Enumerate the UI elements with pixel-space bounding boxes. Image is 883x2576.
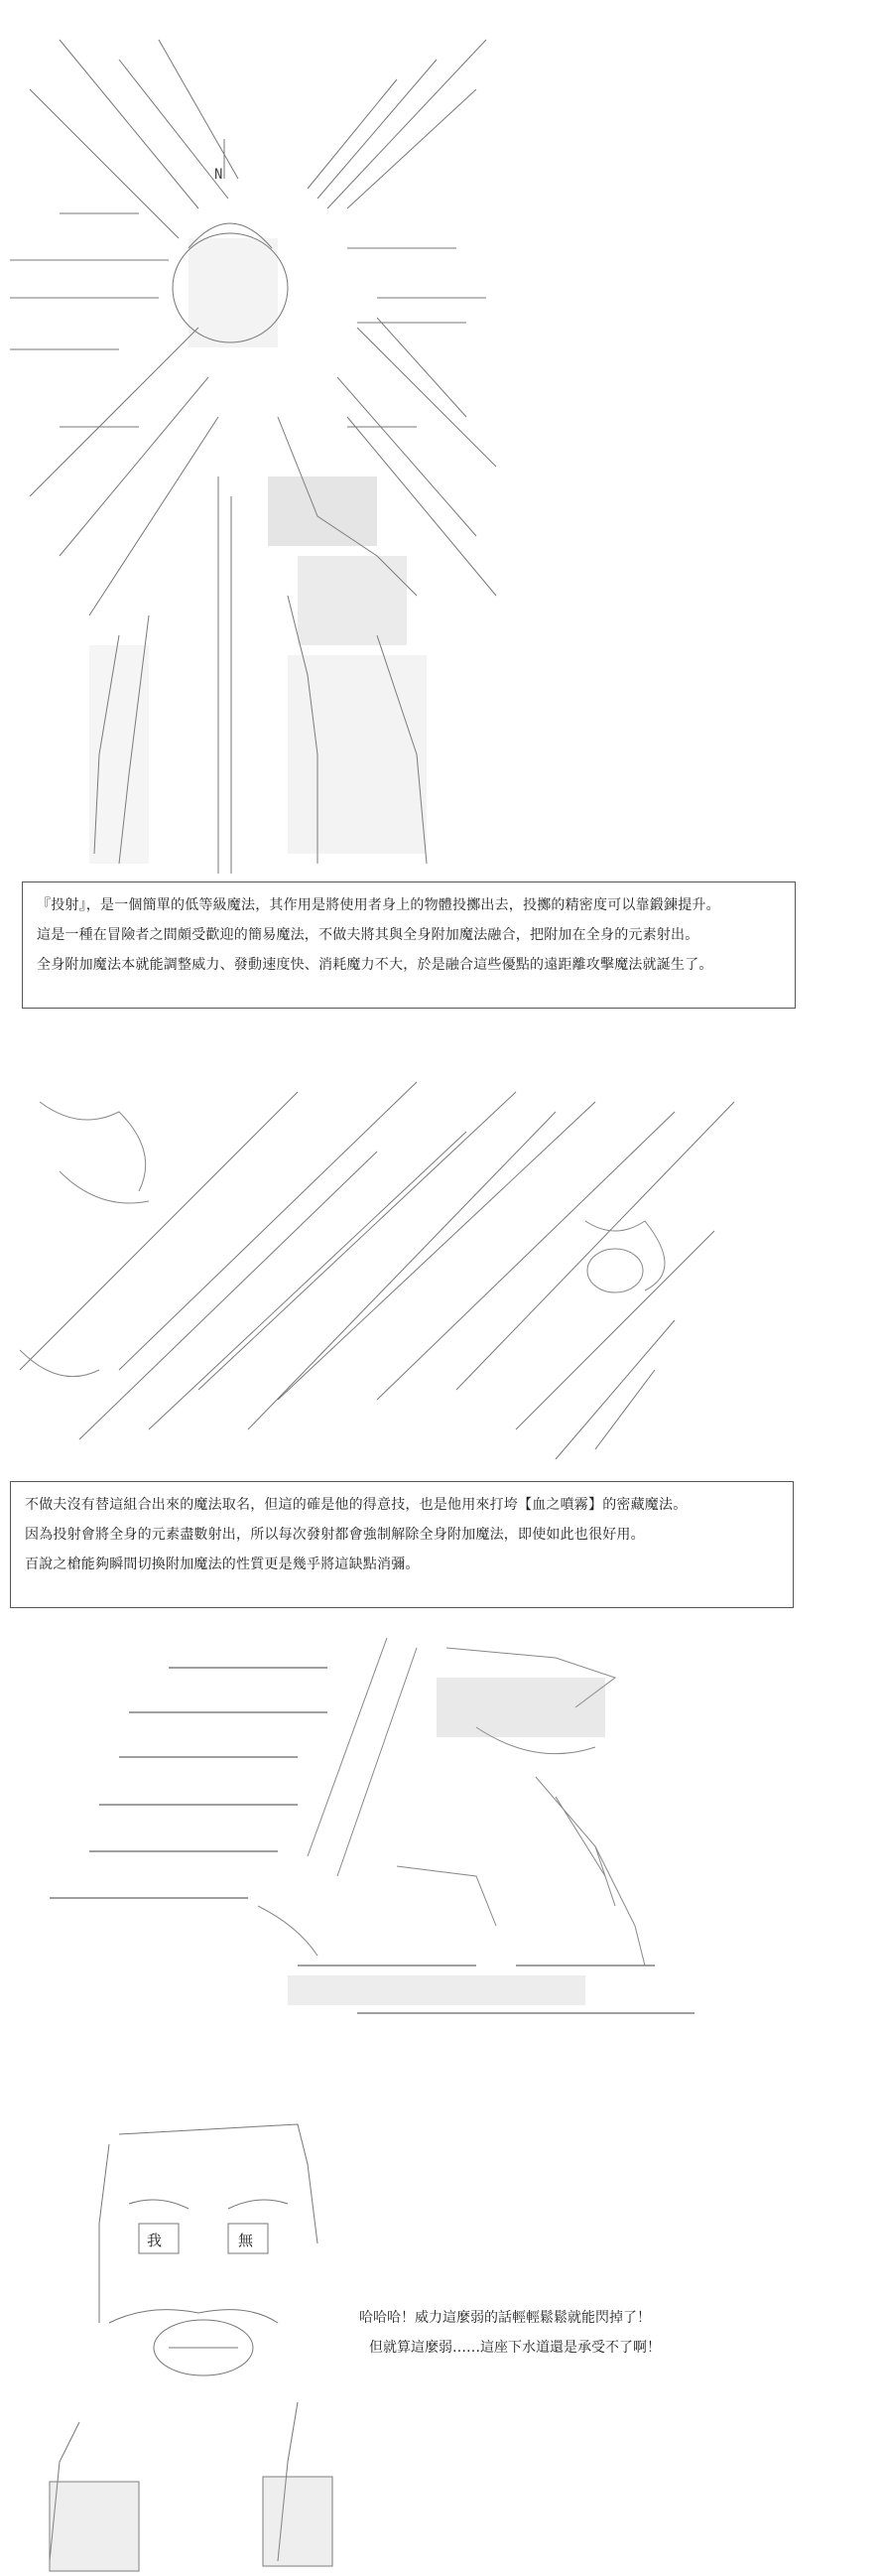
caption-line: 這是一種在冒險者之間頗受歡迎的簡易魔法，不做夫將其與全身附加魔法融合，把附加在全身的元素射出。 xyxy=(37,927,699,943)
projectile-streaks-art xyxy=(0,1072,883,1469)
speech-line: 但就算這麼弱……這座下水道還是承受不了啊！ xyxy=(369,2340,661,2356)
caption-line: 百說之槍能夠瞬間切換附加魔法的性質更是幾乎將這缺點消彌。 xyxy=(25,1557,420,1572)
caption-line: 不做夫沒有替這組合出來的魔法取名，但這的確是他的得意技，也是他用來打垮【血之噴霧】的密藏魔法。 xyxy=(25,1497,688,1513)
caption-box-1 xyxy=(22,881,796,1009)
n-marker: N xyxy=(214,167,223,183)
panel-projectile-rain xyxy=(0,1072,883,1608)
caption-line: 『投射』，是一個簡單的低等級魔法，其作用是將使用者身上的物體投擲出去，投擲的精密度可以靠鍛鍊提升。 xyxy=(37,897,720,913)
speech-bubble xyxy=(359,2303,661,2363)
face-right-glyph: 無 xyxy=(238,2232,254,2249)
burst-lines-art xyxy=(0,0,883,874)
speech-line: 哈哈哈！威力這麼弱的話輕輕鬆鬆就能閃掉了！ xyxy=(359,2310,651,2326)
panel-laughing-character xyxy=(0,2104,883,2576)
panel-projection-burst xyxy=(0,0,883,1013)
speed-lines-art xyxy=(0,1628,883,2045)
face-left-glyph: 我 xyxy=(147,2232,163,2249)
caption-line: 全身附加魔法本就能調整威力、發動速度快、消耗魔力不大，於是融合這些優點的遠距離攻擊魔法就誕生了。 xyxy=(37,957,713,973)
caption-box-2 xyxy=(10,1481,794,1608)
caption-line: 因為投射會將全身的元素盡數射出，所以每次發射都會強制解除全身附加魔法，即使如此也很好用。 xyxy=(25,1527,645,1543)
panel-dodge xyxy=(0,1628,883,2045)
